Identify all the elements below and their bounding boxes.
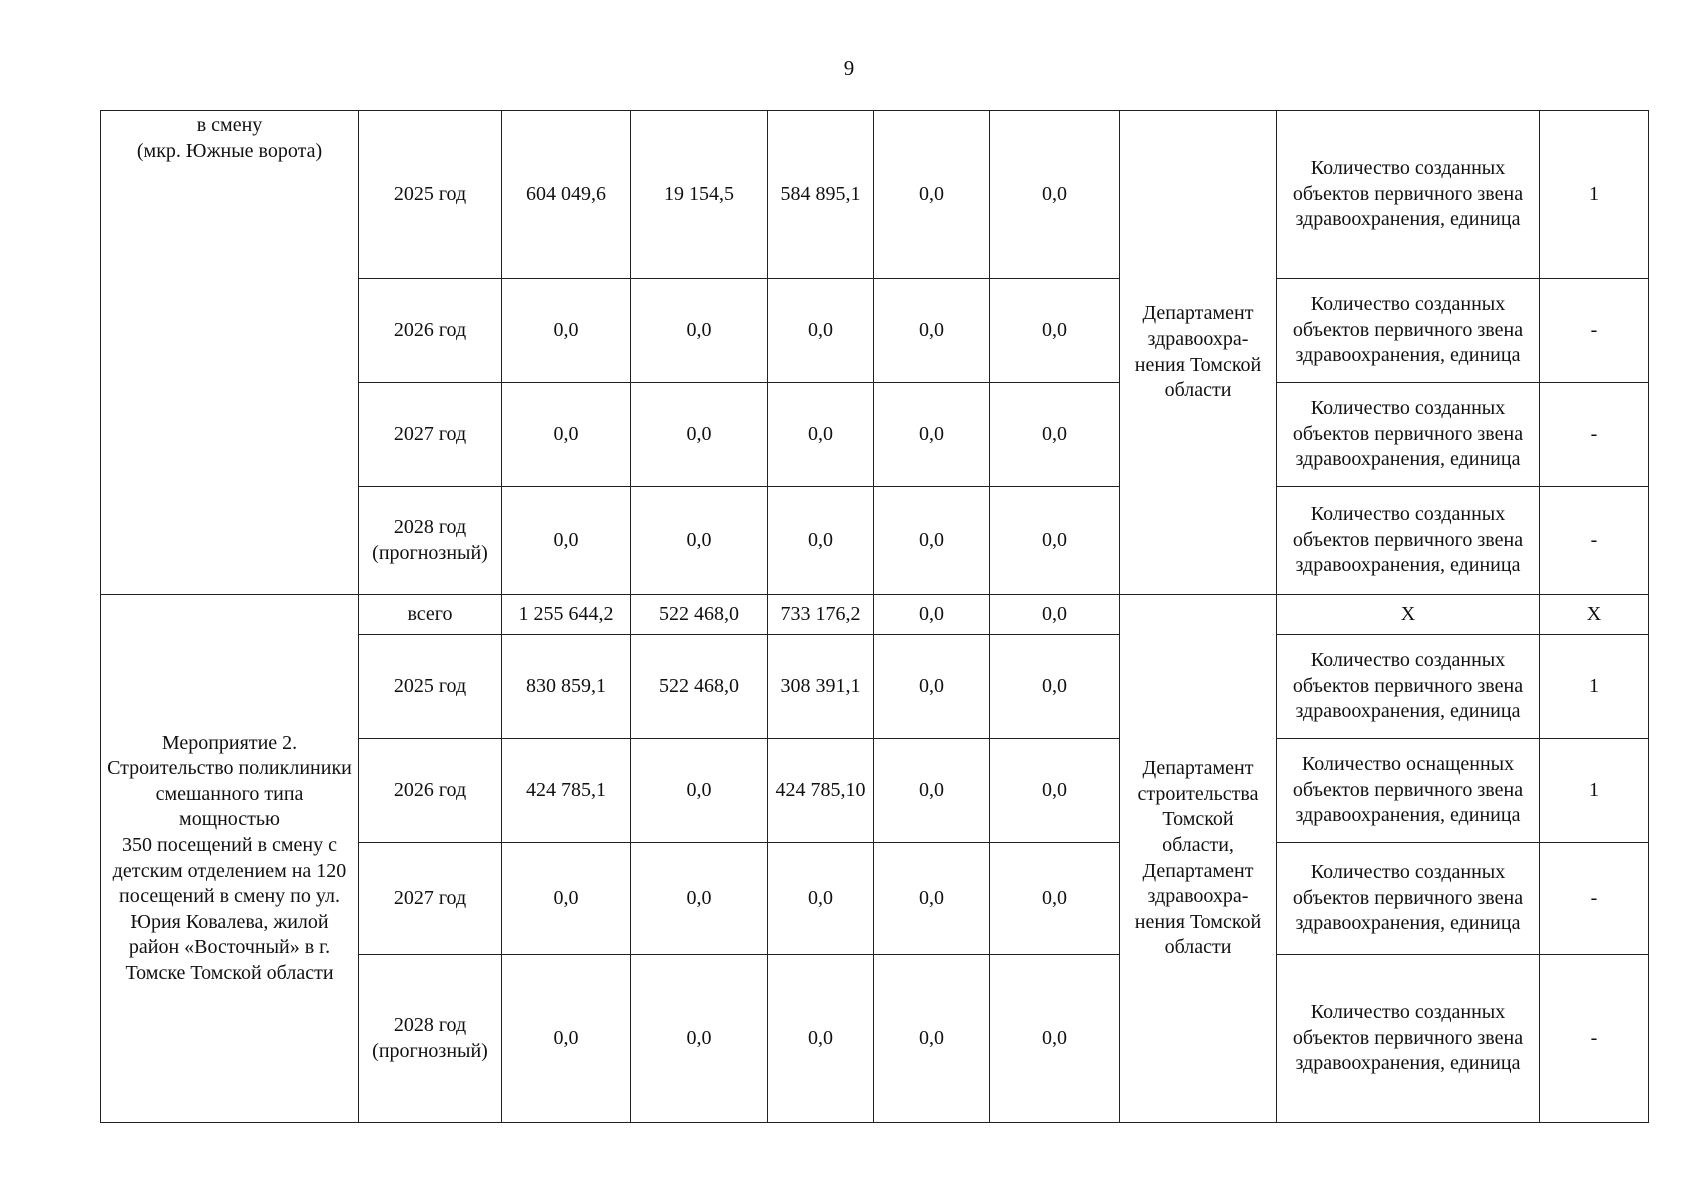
total-cell: 1 255 644,2: [502, 595, 631, 635]
indicator-cell: Х: [1277, 595, 1540, 635]
period-cell: 2025 год: [359, 111, 502, 279]
funding-cell: 0,0: [874, 279, 990, 383]
funding-cell: 0,0: [631, 955, 768, 1123]
indicator-cell: Количество созданных объектов первичного звена здравоохранения, единица: [1277, 279, 1540, 383]
indicator-cell: Количество созданных объектов первичного звена здравоохранения, единица: [1277, 111, 1540, 279]
indicator-cell: Количество созданных объектов первичного звена здравоохранения, единица: [1277, 383, 1540, 487]
period-cell: 2027 год: [359, 843, 502, 955]
indicator-value-cell: -: [1540, 383, 1649, 487]
funding-cell: 733 176,2: [768, 595, 874, 635]
funding-cell: 522 468,0: [631, 635, 768, 739]
total-cell: 604 049,6: [502, 111, 631, 279]
activity-name: Мероприятие 2. Строительство поликлиники смешанного типа мощностью 350 посещений в смену с детским отделением на 120 посещений в смену по ул. Юрия Ковалева, жилой район «Восточный» в г. Томске Томской области: [107, 731, 352, 984]
funding-cell: 308 391,1: [768, 635, 874, 739]
total-cell: 830 859,1: [502, 635, 631, 739]
indicator-value-cell: -: [1540, 955, 1649, 1123]
total-cell: 0,0: [502, 843, 631, 955]
funding-cell: 0,0: [990, 279, 1120, 383]
funding-cell: 584 895,1: [768, 111, 874, 279]
funding-cell: 0,0: [631, 843, 768, 955]
period-cell: 2028 год (прогнозный): [359, 487, 502, 595]
funding-cell: 522 468,0: [631, 595, 768, 635]
total-cell: 0,0: [502, 279, 631, 383]
indicator-cell: Количество созданных объектов первичного звена здравоохранения, единица: [1277, 635, 1540, 739]
period-cell: 2026 год: [359, 739, 502, 843]
funding-cell: 0,0: [768, 955, 874, 1123]
funding-cell: 0,0: [768, 843, 874, 955]
funding-cell: 0,0: [768, 487, 874, 595]
funding-cell: 0,0: [631, 487, 768, 595]
period-cell: 2026 год: [359, 279, 502, 383]
program-table: [100, 110, 1649, 1123]
activity-name-cell: [101, 595, 359, 1123]
funding-cell: 0,0: [631, 383, 768, 487]
funding-cell: 0,0: [990, 635, 1120, 739]
funding-cell: 0,0: [990, 111, 1120, 279]
funding-cell: 0,0: [990, 955, 1120, 1123]
funding-cell: 0,0: [990, 739, 1120, 843]
total-cell: 424 785,1: [502, 739, 631, 843]
funding-cell: 0,0: [874, 635, 990, 739]
period-cell: 2025 год: [359, 635, 502, 739]
activity-name-cell: [101, 111, 359, 595]
indicator-cell: Количество созданных объектов первичного звена здравоохранения, единица: [1277, 487, 1540, 595]
indicator-value-cell: -: [1540, 487, 1649, 595]
department-cell: [1120, 595, 1277, 1123]
indicator-value-cell: -: [1540, 279, 1649, 383]
table-row: [101, 595, 1649, 635]
funding-cell: 0,0: [631, 739, 768, 843]
funding-cell: 0,0: [874, 111, 990, 279]
page-number: 9: [843, 56, 855, 80]
funding-cell: 0,0: [768, 279, 874, 383]
funding-cell: 0,0: [990, 383, 1120, 487]
funding-cell: 0,0: [874, 843, 990, 955]
total-cell: 0,0: [502, 955, 631, 1123]
funding-cell: 0,0: [874, 955, 990, 1123]
period-cell: всего: [359, 595, 502, 635]
indicator-value-cell: 1: [1540, 635, 1649, 739]
table-row: [101, 111, 1649, 279]
funding-cell: 0,0: [990, 595, 1120, 635]
activity-name: в смену (мкр. Южные ворота): [136, 114, 323, 162]
funding-cell: 0,0: [874, 383, 990, 487]
funding-cell: 0,0: [990, 487, 1120, 595]
department-name: Департамент здравоохра-нения Томской области: [1134, 302, 1262, 402]
funding-cell: 424 785,10: [768, 739, 874, 843]
total-cell: 0,0: [502, 383, 631, 487]
indicator-value-cell: 1: [1540, 739, 1649, 843]
indicator-cell: Количество оснащенных объектов первичного звена здравоохранения, единица: [1277, 739, 1540, 843]
indicator-value-cell: -: [1540, 843, 1649, 955]
indicator-cell: Количество созданных объектов первичного звена здравоохранения, единица: [1277, 955, 1540, 1123]
period-cell: 2028 год (прогнозный): [359, 955, 502, 1123]
period-cell: 2027 год: [359, 383, 502, 487]
department-cell: [1120, 111, 1277, 595]
indicator-cell: Количество созданных объектов первичного звена здравоохранения, единица: [1277, 843, 1540, 955]
funding-cell: 0,0: [874, 739, 990, 843]
funding-cell: 0,0: [874, 487, 990, 595]
indicator-value-cell: 1: [1540, 111, 1649, 279]
funding-cell: 0,0: [874, 595, 990, 635]
funding-cell: 19 154,5: [631, 111, 768, 279]
indicator-value-cell: Х: [1540, 595, 1649, 635]
total-cell: 0,0: [502, 487, 631, 595]
funding-cell: 0,0: [990, 843, 1120, 955]
funding-cell: 0,0: [631, 279, 768, 383]
department-name: Департамент строительства Томской области, Департамент здравоохра-нения Томской области: [1134, 757, 1262, 959]
funding-cell: 0,0: [768, 383, 874, 487]
